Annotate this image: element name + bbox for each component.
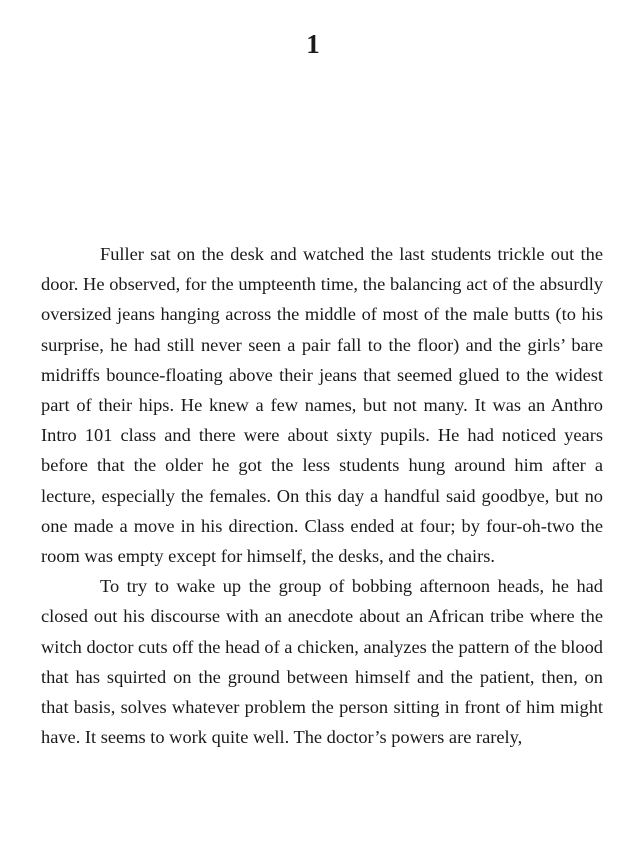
chapter-body	[41, 239, 603, 752]
chapter-number: 1	[306, 29, 320, 59]
paragraph: To try to wake up the group of bobbing afternoon heads, he had closed out his discourse with an anecdote about an African tribe where the witch doctor cuts off the head of a chicken, analyzes the pattern of the blood that has squirted on the ground between himself and the patient, then, on that basis, solves whatever problem the person sitting in front of him might have. It seems to work quite well. The doctor’s powers are rarely,	[41, 576, 603, 748]
paragraph: Fuller sat on the desk and watched the last students trickle out the door. He observed, for the umpteenth time, the balancing act of the absurdly oversized jeans hanging across the middle of most of the male butts (to his surprise, he had still never seen a pair fall to the floor) and the girls’ bare midriffs bounce-floating above their jeans that seemed glued to the widest part of their hips. He knew a few names, but not many. It was an Anthro Intro 101 class and there were about sixty pupils. He had noticed years before that the older he got the less students hung around him after a lecture, especially the females. On this day a handful said goodbye, but no one made a move in his direction. Class ended at four; by four-oh-two the room was empty except for himself, the desks, and the chairs.	[41, 244, 603, 567]
